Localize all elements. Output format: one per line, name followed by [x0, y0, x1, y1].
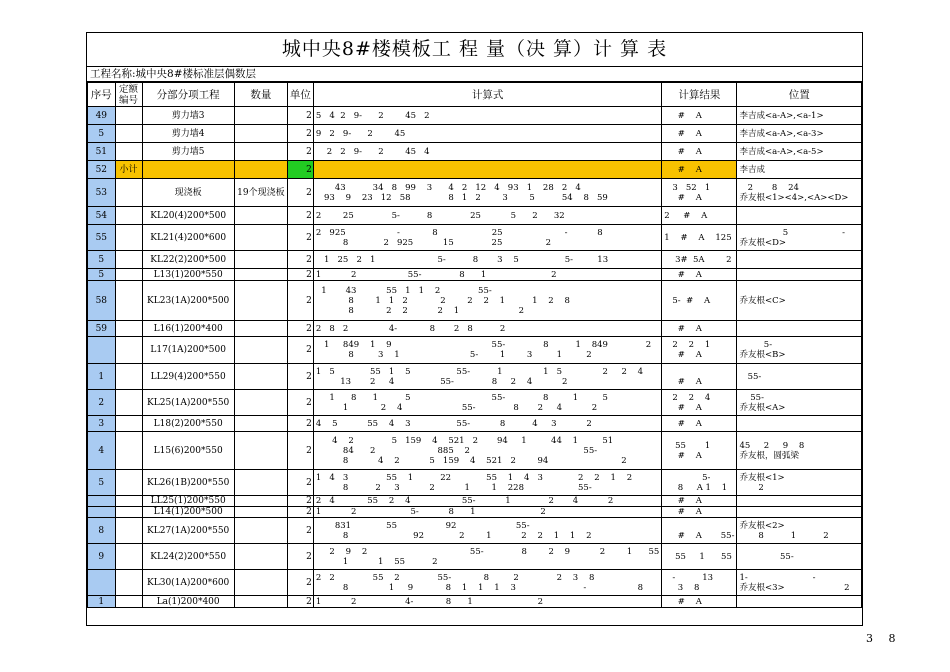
- row-position-cell[interactable]: 5- 乔友根<B>: [737, 337, 862, 364]
- row-position-cell[interactable]: 李吉成<a-A>,<a-1>: [737, 107, 862, 125]
- row-unit-cell[interactable]: 2: [287, 269, 313, 281]
- row-quota-cell[interactable]: [115, 570, 142, 596]
- row-item-cell[interactable]: L13(1)200*550: [142, 269, 234, 281]
- row-position-cell[interactable]: 乔友根<C>: [737, 281, 862, 321]
- row-quota-cell[interactable]: [115, 125, 142, 143]
- row-calc-cell[interactable]: 2 2 55 2 55- 8 2 2 3 8 8 1 9 8 1 1 1 3 - 8: [313, 570, 661, 596]
- row-qty-cell[interactable]: [234, 596, 287, 608]
- row-quota-cell[interactable]: [115, 390, 142, 416]
- worksheet: [86, 32, 863, 626]
- table-row: [88, 321, 862, 337]
- row-quota-cell[interactable]: [115, 179, 142, 207]
- row-seq-cell[interactable]: [88, 570, 116, 596]
- table-row: [88, 125, 862, 143]
- row-calc-cell[interactable]: 1 8 1 5 55- 8 1 5 1 2 4 55- 8 2 4 2: [313, 390, 661, 416]
- row-position-cell[interactable]: 李吉成<a-A>,<a-5>: [737, 143, 862, 161]
- row-seq-cell[interactable]: 49: [88, 107, 116, 125]
- row-calc-cell[interactable]: 4 2 5 159 4 521 2 94 1 44 1 51 84 2 885 2 55- 8 4 2 5 159 4 521 2 94 2: [313, 432, 661, 470]
- row-item-cell[interactable]: KL30(1A)200*600: [142, 570, 234, 596]
- row-qty-cell[interactable]: [234, 364, 287, 390]
- row-position-cell[interactable]: [737, 207, 862, 225]
- row-seq-cell[interactable]: 2: [88, 390, 116, 416]
- row-calc-cell[interactable]: 1 5 55 1 5 55- 1 1 5 2 2 4 13 2 4 55- 8 2 4 2: [313, 364, 661, 390]
- row-seq-cell[interactable]: [88, 496, 116, 507]
- row-item-cell[interactable]: 剪力墙3: [142, 107, 234, 125]
- row-result-cell[interactable]: 2 2 1 # A: [662, 337, 737, 364]
- table-row: [88, 337, 862, 364]
- row-qty-cell[interactable]: [234, 281, 287, 321]
- row-item-cell[interactable]: LL25(1)200*550: [142, 496, 234, 507]
- row-item-cell[interactable]: KL27(1A)200*550: [142, 518, 234, 544]
- row-item-cell[interactable]: 剪力墙4: [142, 125, 234, 143]
- row-result-cell[interactable]: 5- 8 A 1 1: [662, 470, 737, 496]
- calculation-table: [87, 82, 862, 608]
- row-position-cell[interactable]: 李吉成<a-A>,<a-3>: [737, 125, 862, 143]
- row-item-cell[interactable]: L14(1)200*500: [142, 507, 234, 518]
- row-qty-cell[interactable]: [234, 207, 287, 225]
- row-unit-cell[interactable]: 2: [287, 432, 313, 470]
- row-quota-cell[interactable]: [115, 518, 142, 544]
- table-row: [88, 570, 862, 596]
- row-position-cell[interactable]: [737, 251, 862, 269]
- row-item-cell[interactable]: 剪力墙5: [142, 143, 234, 161]
- row-unit-cell[interactable]: 2: [287, 225, 313, 251]
- row-unit-cell[interactable]: 2: [287, 390, 313, 416]
- row-qty-cell[interactable]: [234, 432, 287, 470]
- row-item-cell[interactable]: KL21(4)200*600: [142, 225, 234, 251]
- row-seq-cell[interactable]: 58: [88, 281, 116, 321]
- header-seq[interactable]: 序号: [88, 83, 116, 107]
- row-item-cell[interactable]: L18(2)200*550: [142, 416, 234, 432]
- table-row: [88, 390, 862, 416]
- row-position-cell[interactable]: [737, 321, 862, 337]
- row-quota-cell[interactable]: [115, 364, 142, 390]
- row-position-cell[interactable]: 55-: [737, 544, 862, 570]
- header-item[interactable]: 分部分项工程: [142, 83, 234, 107]
- page-number: 3 8: [866, 632, 902, 645]
- row-seq-cell[interactable]: 1: [88, 364, 116, 390]
- row-quota-cell[interactable]: [115, 596, 142, 608]
- row-seq-cell[interactable]: 9: [88, 544, 116, 570]
- row-calc-cell[interactable]: 1 4 3 55 1 22 55 1 4 3 2 2 1 2 8 2 3 2 1 1 228 55-: [313, 470, 661, 496]
- row-item-cell[interactable]: L15(6)200*550: [142, 432, 234, 470]
- row-seq-cell[interactable]: 54: [88, 207, 116, 225]
- row-item-cell[interactable]: [142, 161, 234, 179]
- row-quota-cell[interactable]: [115, 416, 142, 432]
- row-position-cell[interactable]: 45 2 9 8 乔友根，圆弧梁: [737, 432, 862, 470]
- row-unit-cell[interactable]: 2: [287, 507, 313, 518]
- row-seq-cell[interactable]: 51: [88, 143, 116, 161]
- row-unit-cell[interactable]: 2: [287, 321, 313, 337]
- row-seq-cell[interactable]: 52: [88, 161, 116, 179]
- row-quota-cell[interactable]: [115, 507, 142, 518]
- row-quota-cell[interactable]: [115, 321, 142, 337]
- row-quota-cell[interactable]: [115, 269, 142, 281]
- row-calc-cell[interactable]: 43 34 8 99 3 4 2 12 4 93 1 28 2 4 93 9 23 12 58 8 1 2 3 5 54 8 59: [313, 179, 661, 207]
- row-calc-cell[interactable]: 1 2 4- 8 1 2: [313, 596, 661, 608]
- row-quota-cell[interactable]: [115, 107, 142, 125]
- row-calc-cell[interactable]: 1 849 1 9 55- 8 1 849 2 8 3 1 5- 1 3 1 2: [313, 337, 661, 364]
- row-calc-cell[interactable]: 2 2 9- 2 45 4: [313, 143, 661, 161]
- row-position-cell[interactable]: 2 8 24 乔友根<1><4>,<A><D>: [737, 179, 862, 207]
- row-unit-cell[interactable]: 2: [287, 416, 313, 432]
- row-seq-cell[interactable]: [88, 337, 116, 364]
- table-row: [88, 470, 862, 496]
- sheet-title: 城中央8#楼模板工 程 量（决 算）计 算 表: [87, 33, 862, 67]
- table-row: [88, 518, 862, 544]
- row-unit-cell[interactable]: 2: [287, 179, 313, 207]
- row-result-cell[interactable]: 55 1 55: [662, 544, 737, 570]
- row-quota-cell[interactable]: [115, 432, 142, 470]
- row-qty-cell[interactable]: [234, 470, 287, 496]
- row-result-cell[interactable]: - 13 3 8: [662, 570, 737, 596]
- row-item-cell[interactable]: KL22(2)200*500: [142, 251, 234, 269]
- row-result-cell[interactable]: 1 # A 125: [662, 225, 737, 251]
- row-qty-cell[interactable]: [234, 125, 287, 143]
- header-qty[interactable]: 数量: [234, 83, 287, 107]
- row-unit-cell[interactable]: 2: [287, 496, 313, 507]
- row-quota-cell[interactable]: [115, 143, 142, 161]
- row-calc-cell[interactable]: 1 25 2 1 5- 8 3 5 5- 13: [313, 251, 661, 269]
- row-item-cell[interactable]: La(1)200*400: [142, 596, 234, 608]
- row-calc-cell[interactable]: 9 2 9- 2 45: [313, 125, 661, 143]
- table-row: [88, 507, 862, 518]
- row-unit-cell[interactable]: 2: [287, 107, 313, 125]
- row-position-cell[interactable]: [737, 416, 862, 432]
- row-result-cell[interactable]: # A: [662, 143, 737, 161]
- row-result-cell[interactable]: 2 # A: [662, 207, 737, 225]
- row-item-cell[interactable]: KL20(4)200*500: [142, 207, 234, 225]
- row-position-cell[interactable]: 乔友根<2> 8 1 2: [737, 518, 862, 544]
- row-calc-cell[interactable]: 1 2 5- 8 1 2: [313, 507, 661, 518]
- row-unit-cell[interactable]: 2: [287, 207, 313, 225]
- row-qty-cell[interactable]: [234, 269, 287, 281]
- table-row: [88, 416, 862, 432]
- row-seq-cell[interactable]: 53: [88, 179, 116, 207]
- row-qty-cell[interactable]: [234, 143, 287, 161]
- row-quota-cell[interactable]: [115, 207, 142, 225]
- row-seq-cell[interactable]: 5: [88, 125, 116, 143]
- row-quota-cell[interactable]: [115, 496, 142, 507]
- header-unit[interactable]: 单位: [287, 83, 313, 107]
- row-result-cell[interactable]: # A: [662, 596, 737, 608]
- table-row: [88, 544, 862, 570]
- row-calc-cell[interactable]: 2 25 5- 8 25 5 2 32: [313, 207, 661, 225]
- row-item-cell[interactable]: KL24(2)200*550: [142, 544, 234, 570]
- table-row: [88, 364, 862, 390]
- row-result-cell[interactable]: 3 52 1 # A: [662, 179, 737, 207]
- table-row: [88, 161, 862, 179]
- row-item-cell[interactable]: LL29(4)200*550: [142, 364, 234, 390]
- row-result-cell[interactable]: # A: [662, 125, 737, 143]
- row-quota-cell[interactable]: [115, 251, 142, 269]
- table-row: [88, 225, 862, 251]
- row-unit-cell[interactable]: 2: [287, 143, 313, 161]
- table-row: [88, 496, 862, 507]
- row-seq-cell[interactable]: 55: [88, 225, 116, 251]
- row-item-cell[interactable]: KL23(1A)200*500: [142, 281, 234, 321]
- row-unit-cell[interactable]: 2: [287, 470, 313, 496]
- row-unit-cell[interactable]: 2: [287, 570, 313, 596]
- row-result-cell[interactable]: # A: [662, 269, 737, 281]
- row-qty-cell[interactable]: [234, 416, 287, 432]
- row-qty-cell[interactable]: [234, 518, 287, 544]
- row-result-cell[interactable]: # A: [662, 107, 737, 125]
- row-item-cell[interactable]: 现浇板: [142, 179, 234, 207]
- row-calc-cell[interactable]: 1 43 55 1 1 2 55- 8 1 1 2 2 2 2 1 1 2 8 8 2 2 2 1 2: [313, 281, 661, 321]
- row-qty-cell[interactable]: [234, 507, 287, 518]
- row-calc-cell[interactable]: 2 8 2 4- 8 2 8 2: [313, 321, 661, 337]
- table-row: [88, 596, 862, 608]
- row-unit-cell[interactable]: 2: [287, 251, 313, 269]
- row-seq-cell[interactable]: 1: [88, 596, 116, 608]
- row-result-cell[interactable]: 3# 5A 2: [662, 251, 737, 269]
- row-calc-cell[interactable]: 831 55 92 55- 8 92 2 1 2 2 1 1 2: [313, 518, 661, 544]
- row-qty-cell[interactable]: [234, 225, 287, 251]
- row-unit-cell[interactable]: 2: [287, 364, 313, 390]
- row-result-cell[interactable]: # A: [662, 321, 737, 337]
- row-qty-cell[interactable]: [234, 251, 287, 269]
- row-item-cell[interactable]: KL26(1B)200*550: [142, 470, 234, 496]
- header-result[interactable]: 计算结果: [662, 83, 737, 107]
- row-seq-cell[interactable]: 59: [88, 321, 116, 337]
- row-result-cell[interactable]: # A: [662, 507, 737, 518]
- row-item-cell[interactable]: L17(1A)200*500: [142, 337, 234, 364]
- row-quota-cell[interactable]: [115, 337, 142, 364]
- row-qty-cell[interactable]: [234, 321, 287, 337]
- row-calc-cell[interactable]: 1 2 55- 8 1 2: [313, 269, 661, 281]
- table-row: [88, 143, 862, 161]
- row-result-cell[interactable]: # A 55-: [662, 518, 737, 544]
- row-unit-cell[interactable]: 2: [287, 337, 313, 364]
- header-row: [88, 83, 862, 107]
- row-position-cell[interactable]: [737, 496, 862, 507]
- row-item-cell[interactable]: L16(1)200*400: [142, 321, 234, 337]
- row-qty-cell[interactable]: [234, 161, 287, 179]
- header-quota[interactable]: 定额编号: [115, 83, 142, 107]
- row-unit-cell[interactable]: 2: [287, 125, 313, 143]
- row-calc-cell[interactable]: [313, 161, 661, 179]
- row-result-cell[interactable]: # A: [662, 161, 737, 179]
- row-qty-cell[interactable]: [234, 544, 287, 570]
- row-seq-cell[interactable]: 3: [88, 416, 116, 432]
- row-position-cell[interactable]: [737, 507, 862, 518]
- row-position-cell[interactable]: 5 - 乔友根<D>: [737, 225, 862, 251]
- row-result-cell[interactable]: 2 2 4 # A: [662, 390, 737, 416]
- table-row: [88, 251, 862, 269]
- row-seq-cell[interactable]: 4: [88, 432, 116, 470]
- row-qty-cell[interactable]: [234, 337, 287, 364]
- row-quota-cell[interactable]: [115, 225, 142, 251]
- row-result-cell[interactable]: 55 1 # A: [662, 432, 737, 470]
- row-result-cell[interactable]: # A: [662, 364, 737, 390]
- table-row: [88, 269, 862, 281]
- row-qty-cell[interactable]: [234, 570, 287, 596]
- row-seq-cell[interactable]: 5: [88, 470, 116, 496]
- row-seq-cell[interactable]: 5: [88, 269, 116, 281]
- row-seq-cell[interactable]: 5: [88, 251, 116, 269]
- row-seq-cell[interactable]: [88, 507, 116, 518]
- table-row: [88, 432, 862, 470]
- row-position-cell[interactable]: 55-: [737, 364, 862, 390]
- row-qty-cell[interactable]: [234, 496, 287, 507]
- row-unit-cell[interactable]: 2: [287, 161, 313, 179]
- row-position-cell[interactable]: 1- - 乔友根<3> 2: [737, 570, 862, 596]
- row-calc-cell[interactable]: 2 4 55 2 4 55- 1 2 4 2: [313, 496, 661, 507]
- header-calc[interactable]: 计算式: [313, 83, 661, 107]
- row-position-cell[interactable]: [737, 269, 862, 281]
- row-calc-cell[interactable]: 5 4 2 9- 2 45 2: [313, 107, 661, 125]
- row-position-cell[interactable]: [737, 596, 862, 608]
- row-qty-cell[interactable]: [234, 390, 287, 416]
- row-unit-cell[interactable]: 2: [287, 281, 313, 321]
- row-calc-cell[interactable]: 2 925 - 8 25 - 8 8 2 925 15 25 2: [313, 225, 661, 251]
- row-quota-cell[interactable]: [115, 470, 142, 496]
- row-result-cell[interactable]: 5- # A: [662, 281, 737, 321]
- row-position-cell[interactable]: 乔友根<1> 2: [737, 470, 862, 496]
- row-quota-cell[interactable]: [115, 281, 142, 321]
- row-seq-cell[interactable]: 8: [88, 518, 116, 544]
- header-position[interactable]: 位置: [737, 83, 862, 107]
- table-row: [88, 179, 862, 207]
- row-qty-cell[interactable]: [234, 107, 287, 125]
- row-calc-cell[interactable]: 2 9 2 55- 8 2 9 2 1 55 1 1 55 2: [313, 544, 661, 570]
- row-unit-cell[interactable]: 2: [287, 518, 313, 544]
- row-quota-cell[interactable]: [115, 544, 142, 570]
- project-name: 工程名称:城中央8#楼标准层偶数层: [87, 66, 862, 82]
- row-quota-cell[interactable]: 小计: [115, 161, 142, 179]
- row-result-cell[interactable]: # A: [662, 496, 737, 507]
- table-row: [88, 207, 862, 225]
- row-calc-cell[interactable]: 4 5 55 4 3 55- 8 4 3 2: [313, 416, 661, 432]
- row-qty-cell[interactable]: 19个现浇板: [234, 179, 287, 207]
- row-position-cell[interactable]: 55- 乔友根<A>: [737, 390, 862, 416]
- row-item-cell[interactable]: KL25(1A)200*550: [142, 390, 234, 416]
- table-row: [88, 281, 862, 321]
- row-result-cell[interactable]: # A: [662, 416, 737, 432]
- row-unit-cell[interactable]: 2: [287, 596, 313, 608]
- row-position-cell[interactable]: 李吉成: [737, 161, 862, 179]
- row-unit-cell[interactable]: 2: [287, 544, 313, 570]
- table-row: [88, 107, 862, 125]
